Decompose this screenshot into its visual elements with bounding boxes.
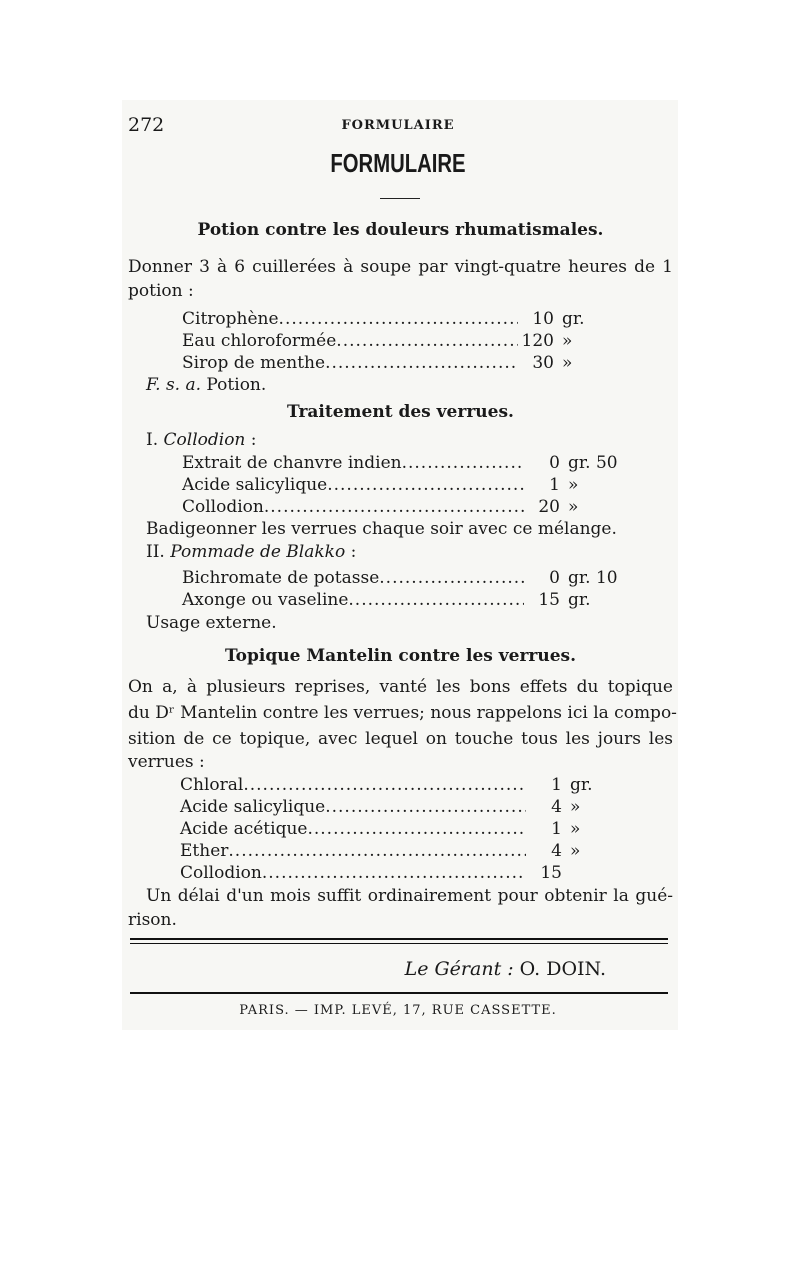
section-heading-mantelin: Topique Mantelin contre les verrues.	[224, 646, 577, 666]
ingredient-unit: »	[568, 497, 579, 517]
ingredient-unit: »	[562, 331, 573, 351]
title-rule	[380, 198, 420, 199]
leader-dots	[336, 329, 518, 353]
roman-numeral: II.	[146, 542, 171, 562]
recipe-row	[182, 588, 638, 612]
recipe-row	[182, 307, 632, 331]
leader-dots	[402, 451, 524, 475]
page-header	[128, 114, 668, 138]
paragraph-line: sition de ce topique, avec lequel on touche tous les jours les	[128, 729, 673, 749]
footer-rule	[130, 938, 668, 940]
ingredient-name: Eau chloroformée	[182, 331, 337, 351]
subsection-title: Pommade de Blakko	[170, 542, 346, 562]
ingredient-name: Citrophène	[182, 309, 279, 329]
roman-numeral: I.	[146, 430, 164, 450]
ingredient-qty: 4	[551, 841, 562, 861]
printer-imprint: PARIS. — IMP. LEVÉ, 17, RUE CASSETTE.	[239, 1003, 557, 1018]
recipe-row	[182, 566, 638, 590]
ingredient-unit: »	[570, 797, 581, 817]
recipe-row	[180, 839, 640, 863]
fsa-abbrev: F. s. a.	[146, 375, 202, 395]
paragraph-line: Un délai d'un mois suffit ordinairement pour obtenir la gué-	[146, 886, 673, 906]
ingredient-name: Acide salicylique	[182, 475, 328, 495]
ingredient-qty: 4	[551, 797, 562, 817]
paragraph-line: verrues :	[128, 752, 205, 772]
imprint-rule	[130, 992, 668, 994]
ingredient-qty: 30	[532, 353, 554, 373]
footer-rule-thin	[130, 943, 668, 944]
gerant-line	[128, 958, 668, 980]
section-heading-potion: Potion contre les douleurs rhumatismales.	[197, 220, 604, 240]
ingredient-name: Extrait de chanvre indien	[182, 453, 402, 473]
subsection-suffix: :	[245, 430, 257, 450]
gerant-name: O. DOIN.	[513, 958, 606, 980]
ingredient-qty: 15	[538, 590, 560, 610]
ingredient-unit: gr.	[570, 775, 593, 795]
ingredient-unit: »	[570, 819, 581, 839]
leader-dots	[379, 566, 524, 590]
recipe-row	[182, 329, 632, 353]
ingredient-name: Collodion	[180, 863, 262, 883]
ingredient-qty: 0	[549, 453, 560, 473]
ingredient-qty: 0	[549, 568, 560, 588]
leader-dots	[264, 495, 524, 519]
page-number: 272	[128, 114, 165, 136]
recipe-row	[182, 451, 638, 475]
ingredient-unit: gr. 50	[568, 453, 618, 473]
ingredient-unit: gr.	[562, 309, 585, 329]
recipe-row	[180, 795, 640, 819]
ingredient-name: Acide salicylique	[180, 797, 326, 817]
running-title: FORMULAIRE	[341, 118, 455, 133]
paragraph-line: Donner 3 à 6 cuillerées à soupe par vingt-quatre heures de 1	[128, 257, 673, 277]
ingredient-name: Acide acétique	[180, 819, 308, 839]
ingredient-unit: »	[570, 841, 581, 861]
leader-dots	[327, 473, 524, 497]
ingredient-name: Axonge ou vaseline	[182, 590, 349, 610]
leader-dots	[279, 307, 518, 331]
ingredient-name: Ether	[180, 841, 229, 861]
recipe-row	[180, 773, 640, 797]
leader-dots	[325, 795, 526, 819]
page-title: FORMULAIRE	[330, 148, 466, 178]
ingredient-unit: gr. 10	[568, 568, 618, 588]
leader-dots	[307, 817, 526, 841]
ingredient-unit: gr.	[568, 590, 591, 610]
ingredient-name: Sirop de menthe	[182, 353, 326, 373]
paragraph-line: rison.	[128, 910, 177, 930]
subsection-title: Collodion	[163, 430, 246, 450]
ingredient-name: Chloral	[180, 775, 244, 795]
ingredient-name: Collodion	[182, 497, 264, 517]
paragraph-line: On a, à plusieurs reprises, vanté les bons effets du topique	[128, 677, 673, 697]
ingredient-qty: 1	[549, 475, 560, 495]
recipe-row	[182, 351, 632, 375]
fsa-line	[146, 373, 691, 397]
ingredient-qty: 20	[538, 497, 560, 517]
usage-note: Usage externe.	[146, 613, 277, 633]
usage-note: Badigeonner les verrues chaque soir avec ce mélange.	[146, 519, 617, 539]
leader-dots	[325, 351, 518, 375]
fsa-text: Potion.	[201, 375, 267, 395]
ingredient-qty: 1	[551, 819, 562, 839]
leader-dots	[262, 861, 526, 885]
leader-dots	[228, 839, 526, 863]
ingredient-qty: 15	[540, 863, 562, 883]
leader-dots	[243, 773, 526, 797]
paragraph-line: du Dʳ Mantelin contre les verrues; nous rappelons ici la compo-	[128, 703, 677, 723]
leader-dots	[348, 588, 524, 612]
ingredient-unit: »	[562, 353, 573, 373]
ingredient-name: Bichromate de potasse	[182, 568, 380, 588]
recipe-row	[180, 817, 640, 841]
ingredient-unit: »	[568, 475, 579, 495]
subsection-suffix: :	[345, 542, 357, 562]
section-heading-verrues: Traitement des verrues.	[287, 402, 514, 422]
gerant-label: Le Gérant :	[404, 958, 514, 980]
ingredient-qty: 1	[551, 775, 562, 795]
recipe-row	[182, 495, 638, 519]
paragraph-line: potion :	[128, 281, 194, 301]
subsection-collodion	[146, 428, 691, 452]
ingredient-qty: 120	[521, 331, 554, 351]
recipe-row	[182, 473, 638, 497]
subsection-pommade	[146, 540, 691, 564]
ingredient-qty: 10	[532, 309, 554, 329]
recipe-row	[180, 861, 640, 885]
